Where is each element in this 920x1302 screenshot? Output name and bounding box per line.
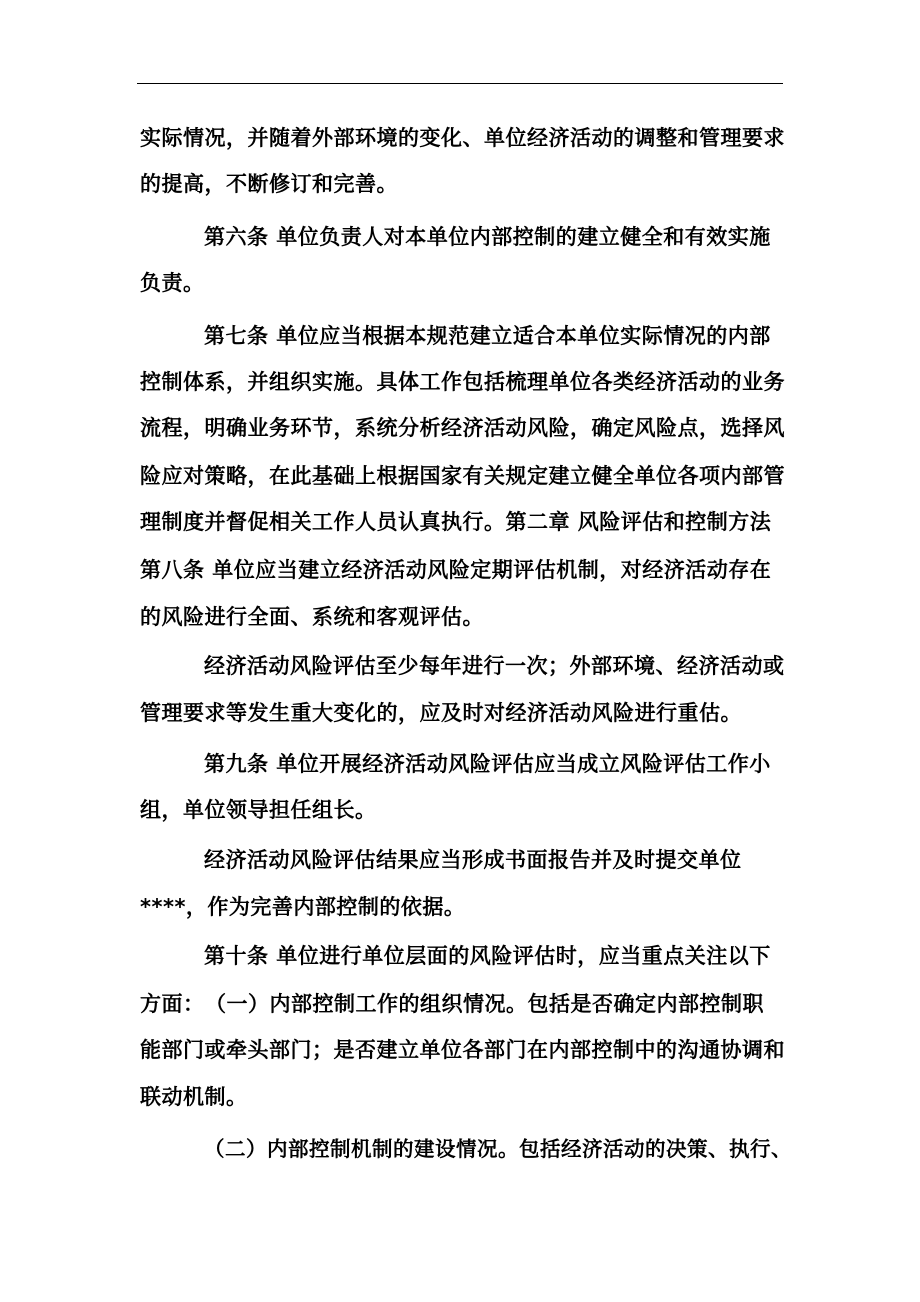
text-line: 理制度并督促相关工作人员认真执行。第二章 风险评估和控制方法 [140,510,772,534]
text-line: 第七条 单位应当根据本规范建立适合本单位实际情况的内部 [204,324,771,348]
text-line: 控制体系，并组织实施。具体工作包括梳理单位各类经济活动的业务 [140,370,785,394]
text-line: 第六条 单位负责人对本单位内部控制的建立健全和有效实施 [204,225,771,249]
text-line: 经济活动风险评估至少每年进行一次；外部环境、经济活动或 [204,654,785,678]
text-line: 流程，明确业务环节，系统分析经济活动风险，确定风险点，选择风 [140,416,785,440]
text-line: 的风险进行全面、系统和客观评估。 [140,605,484,629]
text-line: 经济活动风险评估结果应当形成书面报告并及时提交单位 [204,848,742,872]
text-line: 能部门或牵头部门；是否建立单位各部门在内部控制中的沟通协调和 [140,1038,785,1062]
text-line: 实际情况，并随着外部环境的变化、单位经济活动的调整和管理要求 [140,126,785,150]
text-line: 第十条 单位进行单位层面的风险评估时，应当重点关注以下 [204,944,771,968]
text-line: 联动机制。 [140,1085,248,1109]
text-line: 管理要求等发生重大变化的，应及时对经济活动风险进行重估。 [140,701,742,725]
text-line: 组，单位领导担任组长。 [140,798,377,822]
text-line: ****，作为完善内部控制的依据。 [140,895,466,919]
text-line: 第八条 单位应当建立经济活动风险定期评估机制，对经济活动存在 [140,558,772,582]
text-line: 险应对策略，在此基础上根据国家有关规定建立健全单位各项内部管 [140,464,785,488]
text-line: 的提高，不断修订和完善。 [140,172,398,196]
text-line: （二）内部控制机制的建设情况。包括经济活动的决策、执行、 [204,1137,792,1161]
text-line: 第九条 单位开展经济活动风险评估应当成立风险评估工作小 [204,752,771,776]
text-line: 负责。 [140,271,205,295]
text-line: 方面： （一）内部控制工作的组织情况。包括是否确定内部控制职 [140,992,764,1016]
header-rule [137,83,783,84]
